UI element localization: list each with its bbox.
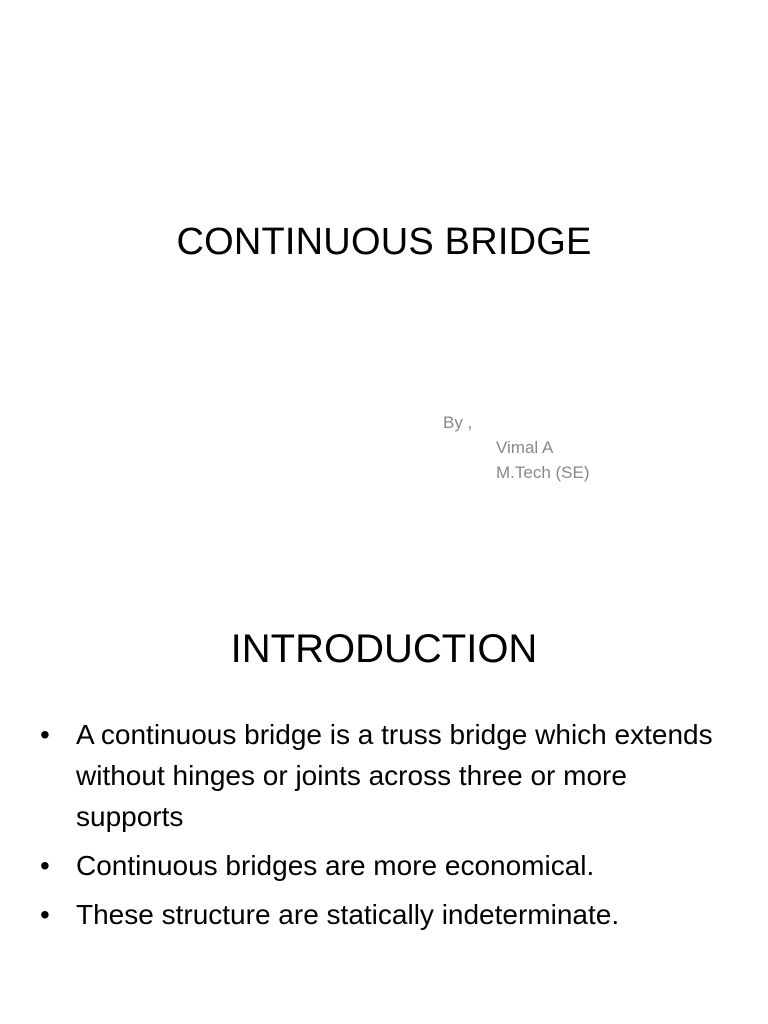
slide-title: CONTINUOUS BRIDGE [176, 221, 592, 263]
bullet-icon: • [40, 850, 50, 881]
bullet-item [40, 714, 730, 837]
bullet-icon: • [40, 899, 50, 930]
bullet-text: These structure are statically indeterminate. [76, 899, 620, 930]
author-byline [443, 410, 590, 485]
section-title: INTRODUCTION [230, 627, 538, 671]
bullet-item [40, 845, 730, 886]
byline-author: Vimal A [496, 438, 554, 457]
bullet-item [40, 894, 730, 935]
byline-by: By , [443, 413, 473, 432]
introduction-slide [0, 576, 768, 1024]
byline-degree: M.Tech (SE) [496, 463, 590, 482]
bullet-icon: • [40, 719, 50, 750]
bullet-text: Continuous bridges are more economical. [76, 850, 595, 881]
bullet-text: A continuous bridge is a truss bridge which extends without hinges or joints across three or more supports [76, 719, 713, 832]
bullet-list [40, 714, 730, 943]
